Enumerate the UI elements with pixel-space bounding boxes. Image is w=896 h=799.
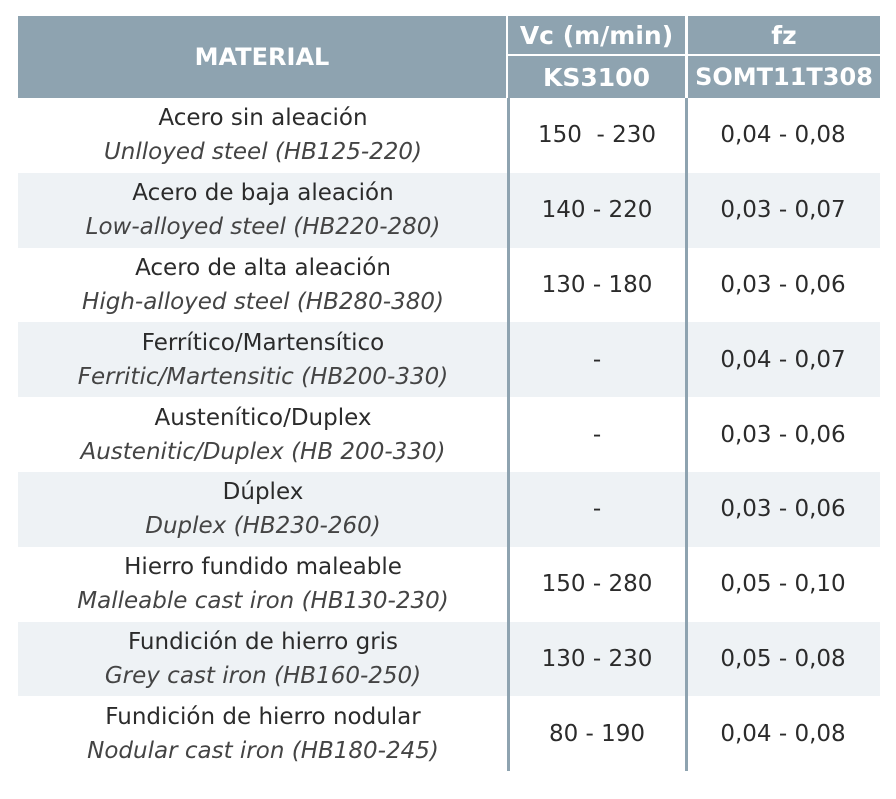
fz-cell: 0,03 - 0,07 bbox=[720, 197, 846, 224]
vc-cell: 150 - 230 bbox=[537, 122, 657, 149]
vc-cell: - bbox=[592, 346, 602, 373]
material-name-en: Austenitic/Duplex (HB 200-330) bbox=[80, 438, 446, 465]
material-cell bbox=[18, 547, 508, 622]
fz-cell: 0,05 - 0,08 bbox=[720, 645, 846, 672]
fz-cell: 0,03 - 0,06 bbox=[720, 496, 846, 523]
column-divider bbox=[685, 98, 688, 771]
column-divider bbox=[507, 98, 510, 771]
material-name-en: Low-alloyed steel (HB220-280) bbox=[85, 214, 441, 241]
header-feed: fz bbox=[688, 16, 880, 54]
material-cell bbox=[18, 98, 508, 173]
fz-cell: 0,05 - 0,10 bbox=[720, 571, 846, 598]
material-name-es: Ferrítico/Martensítico bbox=[141, 329, 385, 356]
vc-cell: 130 - 230 bbox=[541, 645, 653, 672]
vc-cell: - bbox=[592, 421, 602, 448]
material-name-en: Duplex (HB230-260) bbox=[145, 513, 381, 540]
header-insert: SOMT11T308 bbox=[688, 56, 880, 98]
fz-cell: 0,03 - 0,06 bbox=[720, 271, 846, 298]
material-name-en: Grey cast iron (HB160-250) bbox=[104, 662, 422, 689]
material-name-en: High-alloyed steel (HB280-380) bbox=[82, 288, 444, 315]
header-grade: KS3100 bbox=[508, 56, 685, 98]
material-cell bbox=[18, 397, 508, 472]
vc-cell: 130 - 180 bbox=[541, 271, 653, 298]
fz-cell: 0,04 - 0,07 bbox=[720, 346, 846, 373]
cutting-data-table bbox=[18, 16, 880, 771]
table-row bbox=[18, 622, 880, 697]
vc-cell: 150 - 280 bbox=[541, 571, 653, 598]
material-name-en: Ferritic/Martensitic (HB200-330) bbox=[77, 363, 449, 390]
material-name-es: Acero sin aleación bbox=[158, 105, 368, 132]
table-row bbox=[18, 322, 880, 397]
material-cell bbox=[18, 696, 508, 771]
fz-cell: 0,04 - 0,08 bbox=[720, 720, 846, 747]
table-row bbox=[18, 472, 880, 547]
table-header bbox=[18, 16, 880, 98]
material-cell bbox=[18, 472, 508, 547]
vc-cell: 80 - 190 bbox=[548, 720, 646, 747]
material-name-es: Hierro fundido maleable bbox=[124, 554, 402, 581]
material-cell bbox=[18, 322, 508, 397]
table-body bbox=[18, 98, 880, 771]
material-name-es: Austenítico/Duplex bbox=[154, 404, 372, 431]
material-name-en: Unlloyed steel (HB125-220) bbox=[103, 139, 423, 166]
material-name-en: Nodular cast iron (HB180-245) bbox=[87, 737, 439, 764]
material-name-es: Fundición de hierro nodular bbox=[105, 703, 421, 730]
table-row bbox=[18, 696, 880, 771]
table-row bbox=[18, 173, 880, 248]
vc-cell: - bbox=[592, 496, 602, 523]
material-name-es: Acero de baja aleación bbox=[132, 180, 394, 207]
material-cell bbox=[18, 248, 508, 323]
table-row bbox=[18, 397, 880, 472]
vc-cell: 140 - 220 bbox=[541, 197, 653, 224]
material-cell bbox=[18, 173, 508, 248]
material-name-es: Dúplex bbox=[222, 479, 304, 506]
material-name-es: Fundición de hierro gris bbox=[127, 628, 399, 655]
material-cell bbox=[18, 622, 508, 697]
material-name-en: Malleable cast iron (HB130-230) bbox=[77, 588, 449, 615]
fz-cell: 0,03 - 0,06 bbox=[720, 421, 846, 448]
table-row bbox=[18, 547, 880, 622]
fz-cell: 0,04 - 0,08 bbox=[720, 122, 846, 149]
material-name-es: Acero de alta aleación bbox=[135, 254, 391, 281]
table-row bbox=[18, 98, 880, 173]
table-row bbox=[18, 248, 880, 323]
header-cutting-speed: Vc (m/min) bbox=[508, 16, 685, 54]
header-material: MATERIAL bbox=[18, 16, 506, 98]
